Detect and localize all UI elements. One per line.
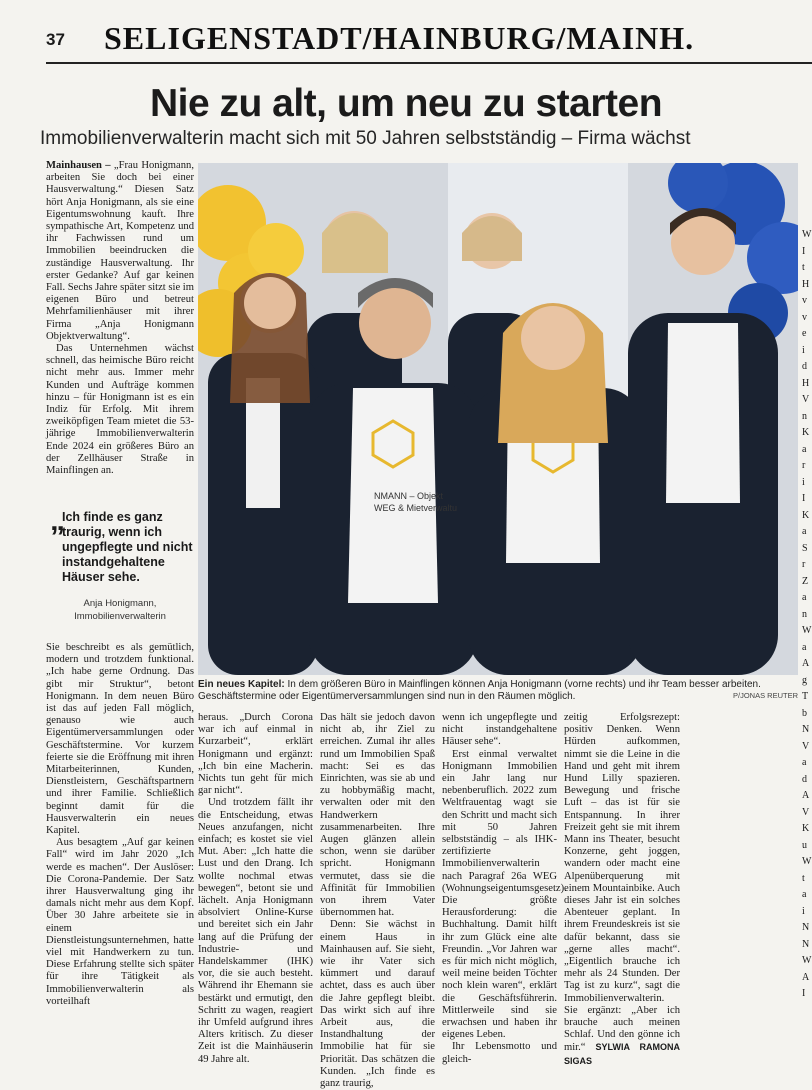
header-rule (46, 62, 812, 64)
team-photo (198, 163, 798, 675)
article-paragraph: Und trotzdem fällt ihr die Entscheidung, etwas Neues anzufangen, nicht einfach; es kostet sie viel Mut. Aber: „Ich hatte die Lust und den Drang. Ich wollte nochmal etwas bewegen“, betont sie und lächelt. Anja Honigmann absolviert Online-Kurse und bereitet sich ein Jahr lang auf die Prüfung der Industrie- und Handelskammer (IHK) vor, die sie auch besteht. Während ihr Ehemann sie bestärkt und ermutigt, den Schritt zu wagen, reagiert ihr Umfeld aufgrund ihres Alters kritisch. Zu dieser Zeit ist die Mainhäuserin 49 Jahre alt. (198, 797, 313, 1065)
article-paragraph: zeitig Erfolgsrezept: positiv Denken. Wenn Hürden aufkommen, nimmt sie die Leine in die Hand und geht mit ihrem Hund Lilly spazieren. Bewegung und frische Luft – das ist für sie Entspannung. In ihrer Freizeit geht sie mit ihrem Mann ins Theater, besucht Konzerne, geht joggen, wandern oder macht eine Alpenüberquerung mit einem Mountainbike. Auch dieses Jahr ist ein solches Abenteuer geplant. In ihrem Freundeskreis ist sie dafür bekannt, dass sie „gerne alles macht“. „Eigentlich brauche ich mehr als 24 Stunden. Der Tag ist zu kurz“, sagt die Immobilienverwalterin. Sie ergänzt: „Aber ich brauche auch meinen Schlaf. Und den gönne ich mir.“ SYLWIA RAMONA SIGAS (564, 712, 680, 1066)
cropped-letter: I (802, 988, 806, 999)
photo-credit: P/JONAS REUTER (732, 691, 798, 700)
cropped-letter: A (802, 658, 810, 669)
quote-author-role: Immobilienverwalterin (74, 611, 166, 622)
article-paragraph: heraus. „Durch Corona war ich auf einmal in Kurzarbeit“, erklärt Honigmann und ergänzt: „Ich bin eine Macherin. Nichts tun geht für mich gar nicht“. (198, 712, 313, 797)
caption-text: In dem größeren Büro in Mainflingen können Anja Honigmann (vorne rechts) und ihr Team besser arbeiten. Geschäftstermine oder Eigentümerversammlungen sind nun in den Räumen möglich. (198, 679, 761, 702)
cropped-letter: r (802, 559, 806, 570)
cropped-letter: a (802, 889, 807, 900)
cropped-letter: e (802, 328, 807, 339)
section-title: SELIGENSTADT/HAINBURG/MAINH. (104, 20, 695, 56)
cropped-letter: H (802, 377, 810, 389)
article-paragraph: Erst einmal verwaltet Honigmann Immobilien ein Jahr lang nur nebenberuflich. 2022 zum Weltfrauentag wagt sie den Schritt und macht sich mit 50 Jahren selbstständig – als IHK-zertifizierte Immobilienverwalterin nach Paragraf 26a WEG (Wohnungseigentumsgesetz). Die größte Herausforderung: die Buchhaltung. Damit hilft ihr zum Glück eine alte Freundin. „Vor Jahren war es für mich nicht möglich, weil meine beiden Töchter noch klein waren“, erklärt die Geschäftsführerin. Mittlerweile sind sie erwachsen und haben ihr eigenes Leben. (442, 748, 567, 1041)
cropped-letter: N (802, 724, 810, 735)
article-author: SYLWIA RAMONA SIGAS (564, 1042, 680, 1066)
pull-quote (46, 504, 194, 623)
shirt-text-2: WEG & Mietverwaltu (374, 503, 458, 513)
team-photo-illustration (198, 163, 798, 675)
cropped-letter: d (802, 361, 807, 372)
cropped-letter: N (802, 922, 810, 933)
quote-author-name: Anja Honigmann, (83, 598, 157, 609)
article-column-1-top (46, 160, 194, 477)
adjacent-column-cropped (800, 163, 812, 1024)
cropped-letter: i (802, 344, 805, 356)
article-paragraph: Denn: Sie wächst in einem Haus in Mainhausen auf. Sie sieht, wie ihr Vater sich kümmert und darauf achtet, dass es auch über die Jahre gepflegt bleibt. Das wirkt sich auf ihre Arbeit aus, die Instandhaltung der Immobilie hat für sie Priorität. Das schätzen die Kunden. „Ich finde es ganz traurig, (320, 919, 435, 1090)
article-paragraph: Aus besagtem „Auf gar keinen Fall“ wird im Jahr 2020 „Ich werde es machen“. Der Auslöser: Die Corona-Pandemie. Der Satz ihrer Hausverwaltung ging ihr damals nicht mehr aus dem Kopf. Über 30 Jahre arbeitete sie in einem Dienstleistungsunternehmen, hatte viel mit Handwerkern zu tun. Diese Erfahrung stellte sich später für ihre Tätigkeit als Immobilienverwalterin als vorteilhaft (46, 837, 194, 1007)
article-column-5 (564, 712, 680, 1068)
cropped-letter: r (802, 460, 806, 471)
cropped-letter: I (802, 493, 806, 504)
cropped-letter: Z (802, 575, 809, 587)
cropped-letter: T (802, 691, 809, 702)
cropped-letter: K (802, 823, 810, 834)
cropped-letter: v (802, 295, 807, 306)
cropped-letter: W (802, 955, 812, 966)
photo-caption (198, 679, 798, 703)
cropped-letter: n (802, 608, 807, 620)
article-column-1-bottom (46, 642, 194, 1008)
cropped-letter: W (802, 856, 812, 867)
shirt-text-1: NMANN – Objekt (374, 491, 444, 501)
cropped-letter: V (802, 806, 810, 818)
cropped-letter: b (802, 707, 807, 719)
caption-lead: Ein neues Kapitel: (198, 679, 285, 690)
article-paragraph: Mainhausen – „Frau Honigmann, arbeiten Sie doch bei einer Hausverwaltung.“ Diesen Satz hört Anja Honigmann, als sie eine Eigentumswohnung kauft. Ihre sympathische Art, Kompetenz und ihr Fachwissen rund um Immobilien beeindrucken die zuständige Hausverwaltung. Ihr erster Gedanke? Auf gar keinen Fall. Sechs Jahre später sitzt sie im eigenen Büro und betreut Mehrfamilienhäuser mit ihrer Firma „Anja Honigmann Objektverwaltung“. (46, 160, 194, 342)
dateline: Mainhausen – (46, 160, 111, 171)
article-column-3 (320, 712, 435, 1090)
cropped-letter: W (802, 229, 812, 240)
headline: Nie zu alt, um neu zu starten (149, 82, 663, 125)
cropped-letter: I (802, 245, 806, 257)
cropped-letter: t (802, 262, 805, 273)
article-column-2 (198, 712, 313, 1066)
cropped-letter: i (802, 905, 805, 917)
cropped-letter: A (802, 971, 810, 983)
cropped-letter: a (802, 592, 807, 603)
cropped-letter: V (802, 394, 810, 405)
cropped-letter: W (802, 625, 812, 636)
page-number: 37 (46, 30, 65, 49)
cropped-letter: v (802, 311, 807, 323)
cropped-letter: K (802, 509, 810, 521)
cropped-letter: u (802, 839, 807, 851)
cropped-letter: S (802, 542, 808, 554)
cropped-letter: a (802, 526, 807, 537)
article-paragraph: Das hält sie jedoch davon nicht ab, ihr Ziel zu erreichen. Zumal ihr alles rund um Immobilien Spaß macht: Sei es das Einrichten, was sie ab und zu hobbymäßig macht, verwalten oder mit den Handwerkern zusammenarbeiten. Ihre Augen glänzen allein schon, wenn sie darüber spricht. Honigmann vermutet, dass sie die Affinität für Immobilien von ihrem Vater übernommen hat. (320, 712, 435, 919)
quote-author (46, 597, 194, 623)
article-column-4 (442, 712, 567, 1066)
cropped-letter: N (802, 938, 810, 950)
cropped-letter: A (802, 790, 810, 801)
cropped-letter: a (802, 757, 807, 768)
cropped-letter: d (802, 773, 807, 785)
cropped-letter: a (802, 443, 807, 455)
cropped-letter: i (802, 476, 805, 488)
quote-text: Ich finde es ganz traurig, wenn ich ungepflegte und nicht instandgehaltene Häuser sehe. (62, 510, 193, 584)
cropped-letter: g (802, 674, 807, 686)
cropped-letter: n (802, 410, 807, 422)
cropped-letter: H (802, 278, 810, 290)
page-header (0, 0, 812, 62)
quote-mark: „ (50, 504, 65, 537)
article-paragraph: Ihr Lebensmotto und gleich- (442, 1041, 557, 1065)
article-paragraph: wenn ich ungepflegte und nicht instandgehaltene Häuser sehe“. (442, 712, 557, 748)
cropped-letter: a (802, 641, 807, 653)
cropped-letter: K (802, 427, 810, 438)
subheadline: Immobilienverwalterin macht sich mit 50 Jahren selbstständig – Firma wächst (40, 128, 691, 149)
cropped-letter: V (802, 740, 810, 752)
article-paragraph: Das Unternehmen wächst schnell, das heimische Büro reicht nicht mehr aus. Immer mehr Kunden und Aufträge kommen hinzu – für Honigmann ist es ein Indiz für Erfolg. Mit ihrem zweiköpfigen Team mietet die 53-jährige Immobilienverwalterin Ende 2024 ein größeres Büro an der Zellhäuser Straße in Mainflingen an. (46, 343, 194, 477)
cropped-letter: t (802, 872, 805, 884)
article-paragraph: Sie beschreibt es als gemütlich, modern und trotzdem funktional. „Ich habe gerne Ordnung. Das gibt mir Struktur“, betont Honigmann. In dem neuen Büro ist das auf jeden Fall möglich, genauso wie auch Eigentümerversammlungen oder Geschäftstermine. Vor kurzem feierte sie die Eröffnung mit ihren Mitarbeiterinnen, Kunden, Dienstleistern, Geschäftspartnern und ihrer Familie. Schließlich beginnt damit für die Hausverwalterin ein neues Kapitel. (46, 642, 194, 837)
